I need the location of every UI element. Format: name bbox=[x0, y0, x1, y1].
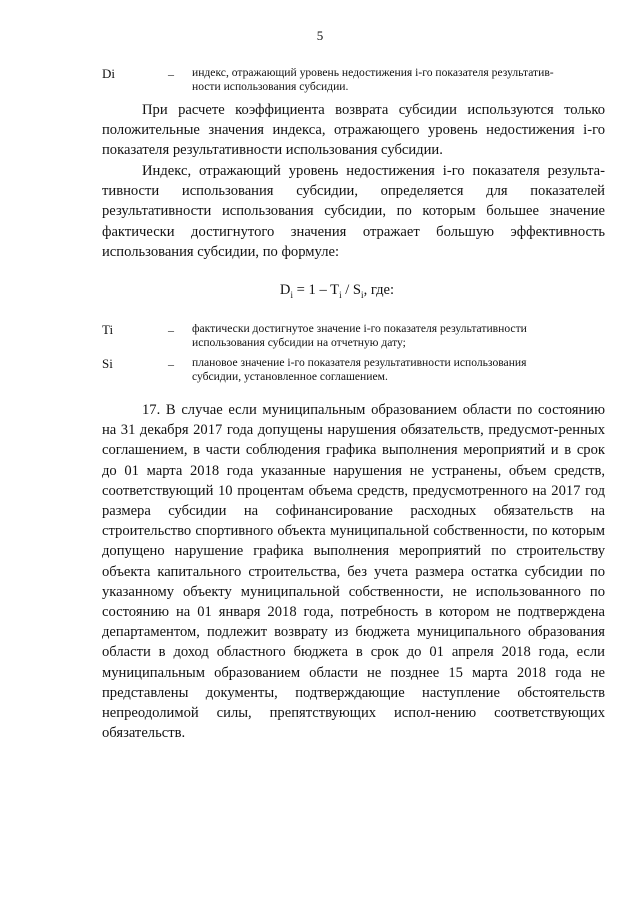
definition-dash: – bbox=[168, 323, 174, 337]
formula-middle: = 1 – T bbox=[292, 282, 340, 298]
formula-tail: , где: bbox=[363, 282, 395, 298]
paragraph-positive-values: При расчете коэффициента возврата субсидии используются только положительные значения индекса, отражающего уровень недостижения i-го показателя результативности использования субсидии. bbox=[102, 102, 605, 159]
definition-row-di bbox=[102, 66, 572, 94]
definition-dash: – bbox=[168, 357, 174, 371]
page-number: 5 bbox=[316, 28, 324, 43]
formula bbox=[0, 282, 640, 300]
definition-text: фактически достигнутое значение i-го показателя результативности использования субсидии на отчетную дату; bbox=[192, 322, 527, 349]
definition-list-bottom bbox=[102, 322, 572, 384]
formula-s-subscript: i bbox=[361, 289, 364, 300]
paragraph-17: 17. В случае если муниципальным образованием области по состоянию на 31 декабря 2017 года допущены нарушения обязательств, предусмот-ренных соглашением, в части соблюдения графика выполнения мероприятий и в срок до 01 марта 2018 года указанные нарушения не устранены, объем средств, соответствующий 10 процентам объема средств, предусмотренного на 2017 год размера субсидии на софинансирование расходных обязательств на строительство спортивного объекта муниципальной собственности, по которым допущено нарушение графика выполнения мероприятий по строительству объекта капитального строительства, без учета размера остатка субсидии по указанному объекту муниципальной собственности, не использованного по состоянию на 01 января 2018 года, потребность в котором не подтверждена департаментом, подлежит возврату из бюджета муниципального образования области в доход областного бюджета в срок до 01 апреля 2018 года, если муниципальным образованием области не позднее 15 марта 2018 года не представлены документы, подтверждающие наступление обстоятельств непреодолимой силы, препятствующих испол-нению соответствующих обязательств. bbox=[102, 402, 605, 742]
definition-row-ti bbox=[102, 322, 572, 350]
formula-divider: / S bbox=[341, 282, 362, 298]
definition-row-si bbox=[102, 356, 572, 384]
definition-list-top bbox=[102, 66, 572, 94]
paragraph-index-definition: Индекс, отражающий уровень недостижения i-го показателя результа-тивности использования субсидии, определяется для показателей результативности использования субсидии, по которым большее значение фактически достигнутого значения отражает большую эффективность использования субсидии, по формуле: bbox=[102, 163, 605, 260]
definition-dash: – bbox=[168, 67, 174, 81]
definition-symbol: Si bbox=[102, 356, 113, 371]
definition-symbol: Di bbox=[102, 66, 115, 81]
definition-symbol: Ti bbox=[102, 322, 114, 337]
formula-lhs: D bbox=[279, 282, 291, 298]
definition-text: плановое значение i-го показателя результативности использования субсидии, установленное соглашением. bbox=[192, 356, 527, 383]
definition-text: индекс, отражающий уровень недостижения i-го показателя результатив-ности использования субсидии. bbox=[192, 66, 554, 93]
formula-lhs-subscript: i bbox=[290, 289, 293, 300]
formula-t-subscript: i bbox=[339, 289, 342, 300]
